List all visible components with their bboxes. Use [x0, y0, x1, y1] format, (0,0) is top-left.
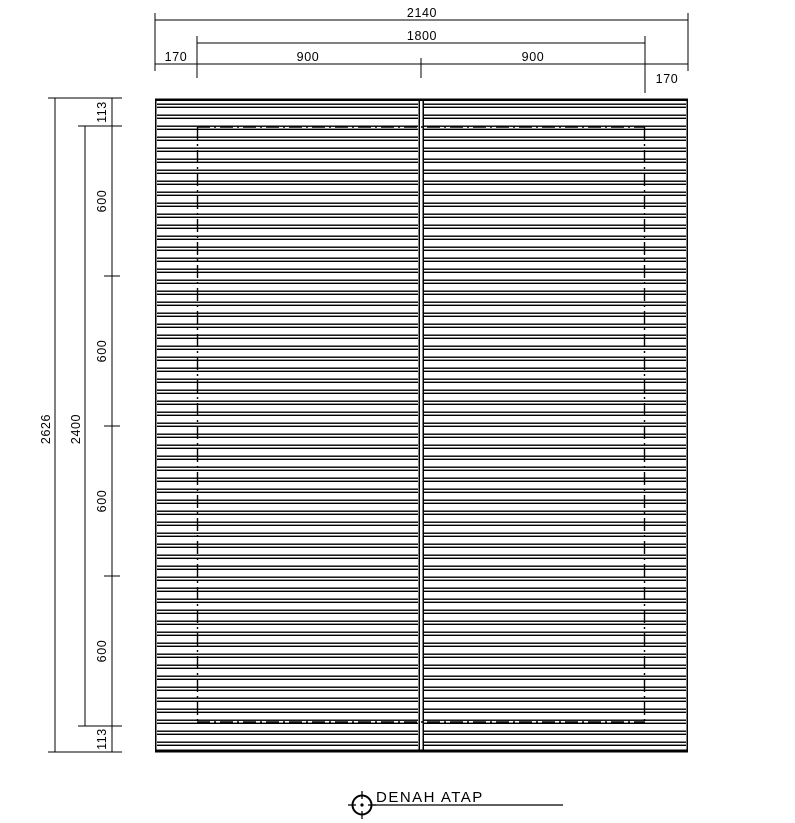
- top-dimensions: [155, 6, 688, 93]
- dim-label-900-right: 900: [521, 50, 545, 64]
- title-bubble-icon: [348, 791, 376, 819]
- title-block: [348, 789, 563, 819]
- dim-label-600-1: 600: [95, 189, 109, 213]
- dim-label-total-height: 2626: [39, 413, 53, 445]
- dim-label-total-width: 2140: [406, 6, 438, 20]
- dim-label-inner-width: 1800: [406, 29, 438, 43]
- drawing-title: DENAH ATAP: [376, 789, 484, 806]
- dim-label-600-4: 600: [95, 639, 109, 663]
- title-circle-dot: [360, 803, 363, 806]
- dim-label-170-left: 170: [164, 50, 188, 64]
- dim-label-113-top: 113: [95, 101, 109, 123]
- left-dimensions: [39, 98, 122, 752]
- dim-label-113-bottom: 113: [95, 728, 109, 750]
- dim-label-inner-height: 2400: [69, 413, 83, 445]
- dim-label-600-3: 600: [95, 489, 109, 513]
- roof-sheet-hatch-left: [157, 101, 418, 749]
- dim-label-600-2: 600: [95, 339, 109, 363]
- dim-label-170-right: 170: [655, 72, 679, 86]
- roof-divider: [419, 99, 423, 753]
- roof-panel: [155, 99, 688, 753]
- dim-label-900-left: 900: [296, 50, 320, 64]
- roof-sheet-hatch-right: [424, 101, 686, 749]
